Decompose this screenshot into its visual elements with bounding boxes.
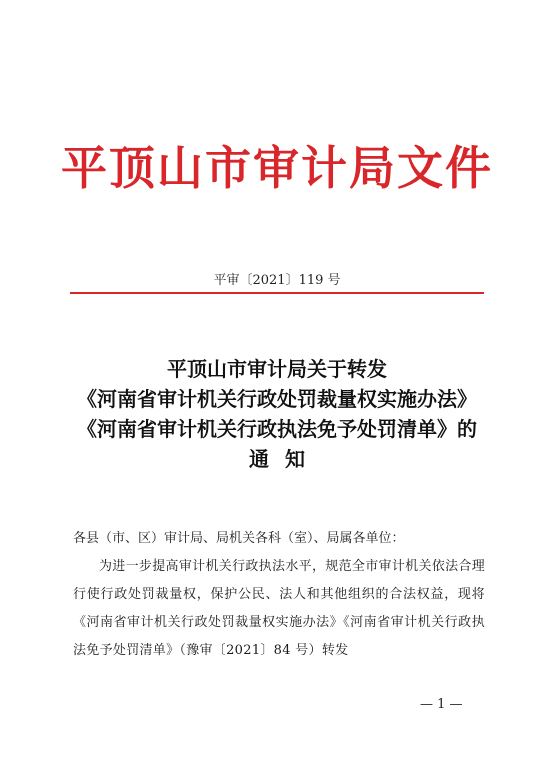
notice-title-line-2: 《河南省审计机关行政处罚裁量权实施办法》 <box>77 387 477 411</box>
notice-title-word: 通知 <box>249 447 321 471</box>
notice-title-line-1: 平顶山市审计局关于转发 <box>167 357 387 381</box>
document-number: 平审〔2021〕119 号 <box>213 273 341 288</box>
document-header-title: 平顶山市审计局文件 <box>61 141 493 195</box>
notice-title-line-3: 《河南省审计机关行政执法免予处罚清单》的 <box>77 417 477 441</box>
page-number: — 1 — <box>420 697 463 712</box>
addressee-line: 各县（市、区）审计局、局机关各科（室）、局属各单位： <box>73 531 405 546</box>
red-divider-line <box>70 292 484 294</box>
notice-title <box>0 354 554 474</box>
body-paragraph: 为进一步提高审计机关行政执法水平，规范全市审计机关依法合理行使行政处罚裁量权，保护公民、法人和其他组织的合法权益，现将《河南省审计机关行政处罚裁量权实施办法》《河南省审计机关行政执法免予处罚清单》（豫审〔2021〕84 号）转发 <box>73 559 485 658</box>
document-body <box>73 525 485 665</box>
